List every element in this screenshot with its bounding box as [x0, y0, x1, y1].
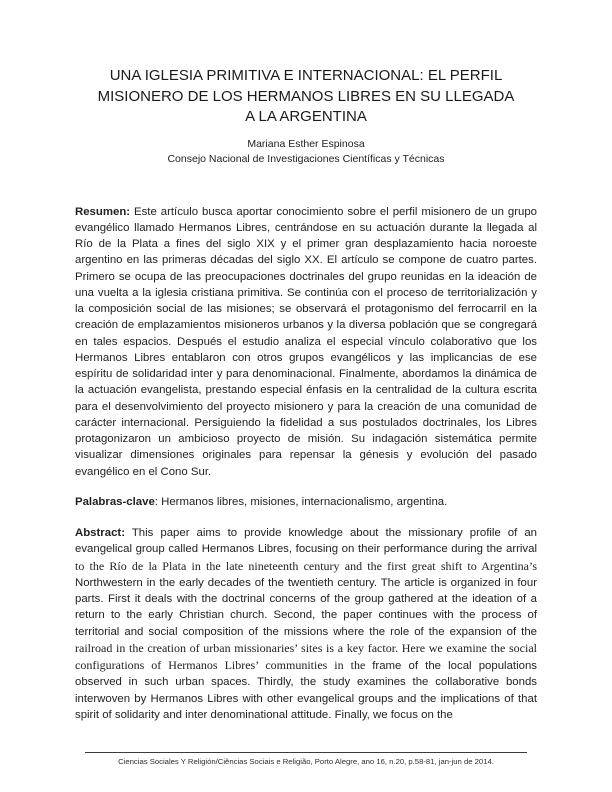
abstract-label: Abstract: [75, 527, 126, 539]
abstract-paragraph [75, 525, 537, 723]
abstract-segment: frame of the local populations observed in such urban spaces. Thirdly, the study examines the collaborative bonds interwoven by Hermanos Libres with other evangelical groups and the implications of that spirit of solidarity and inter denominational attitude. Finally, we focus on the [75, 660, 537, 721]
abstract-segment-serif: railroad in the creation of urban missionaries’ sites is a key factor. Here we examine the social configurations of Hermanos Libres’ communities in the [75, 640, 537, 672]
abstract-segment: This paper aims to provide knowledge about the missionary profile of an evangelical group called Hermanos Libres, focusing on their performance during the arrival [75, 527, 537, 556]
abstract-segment: Northwestern in the early decades of the twentieth century. The article is organized in four parts. First it deals with the doctrinal concerns of the group gathered at the ideation of a return to the early Christian church. Second, the paper continues with the process of territorial and social composition of the missions where the role of the expansion of the [75, 576, 537, 638]
abstract-segment-serif: to the Río de la Plata in the late nineteenth century and the first great shift to Argentina’s [75, 558, 537, 573]
resumen-label: Resumen: [75, 205, 131, 218]
footer-divider [85, 752, 527, 753]
footer-citation: Ciencias Sociales Y Religión/Ciências Sociais e Religião, Porto Alegre, ano 16, n.20, p.58-81, jan-jun de 2014. [118, 757, 494, 766]
page-content [75, 0, 537, 723]
byline [75, 137, 537, 168]
resumen-text: Este artículo busca aportar conocimiento sobre el perfil misionero de un grupo evangélico llamado Hermanos Libres, centrándose en su actuación durante la llegada al Río de la Plata a fines del siglo XIX y el primer gran desplazamiento hacia noroeste argentino en las primeras décadas del siglo XX. El artículo se compone de cuatro partes. Primero se ocupa de las preocupaciones doctrinales del grupo reunidas en la ideación de una vuelta a la iglesia cristiana primitiva. Se continúa con el proceso de territorialización y la composición social de las misiones; se observará el protagonismo del ferrocarril en la creación de emplazamientos misioneros urbanos y la diversa población que se congregará en tales espacios. Después el estudio analiza el especial vínculo colaborativo que los Hermanos Libres entablaron con otros grupos evangélicos y las implicancias de ese espíritu de solidaridad inter y para denominacional. Finalmente, abordamos la dinámica de la actuación evangelista, prestando especial énfasis en la centralidad de la cultura escrita para el desenvolvimiento del proyecto misionero y para la creación de una comunidad de carácter internacional. Persiguiendo la fidelidad a sus postulados doctrinales, los Libres protagonizaron un ambicioso proyecto de misión. Su indagación sistemática permite visualizar dimensiones originales para repensar la génesis y evolución del pasado evangélico en el Cono Sur. [75, 205, 537, 478]
keywords-text: : Hermanos libres, misiones, internacionalismo, argentina. [154, 495, 448, 508]
keywords-label: Palabras-clave [75, 495, 155, 508]
keywords-line [75, 494, 537, 510]
author-name: Mariana Esther Espinosa [247, 137, 365, 150]
abstract-text [75, 527, 537, 721]
author-affiliation: Consejo Nacional de Investigaciones Científicas y Técnicas [167, 153, 445, 165]
article-title: UNA IGLESIA PRIMITIVA E INTERNACIONAL: EL PERFIL MISIONERO DE LOS HERMANOS LIBRES EN SU LLEGADA A LA ARGENTINA [97, 67, 515, 125]
resumen-paragraph [75, 204, 537, 480]
